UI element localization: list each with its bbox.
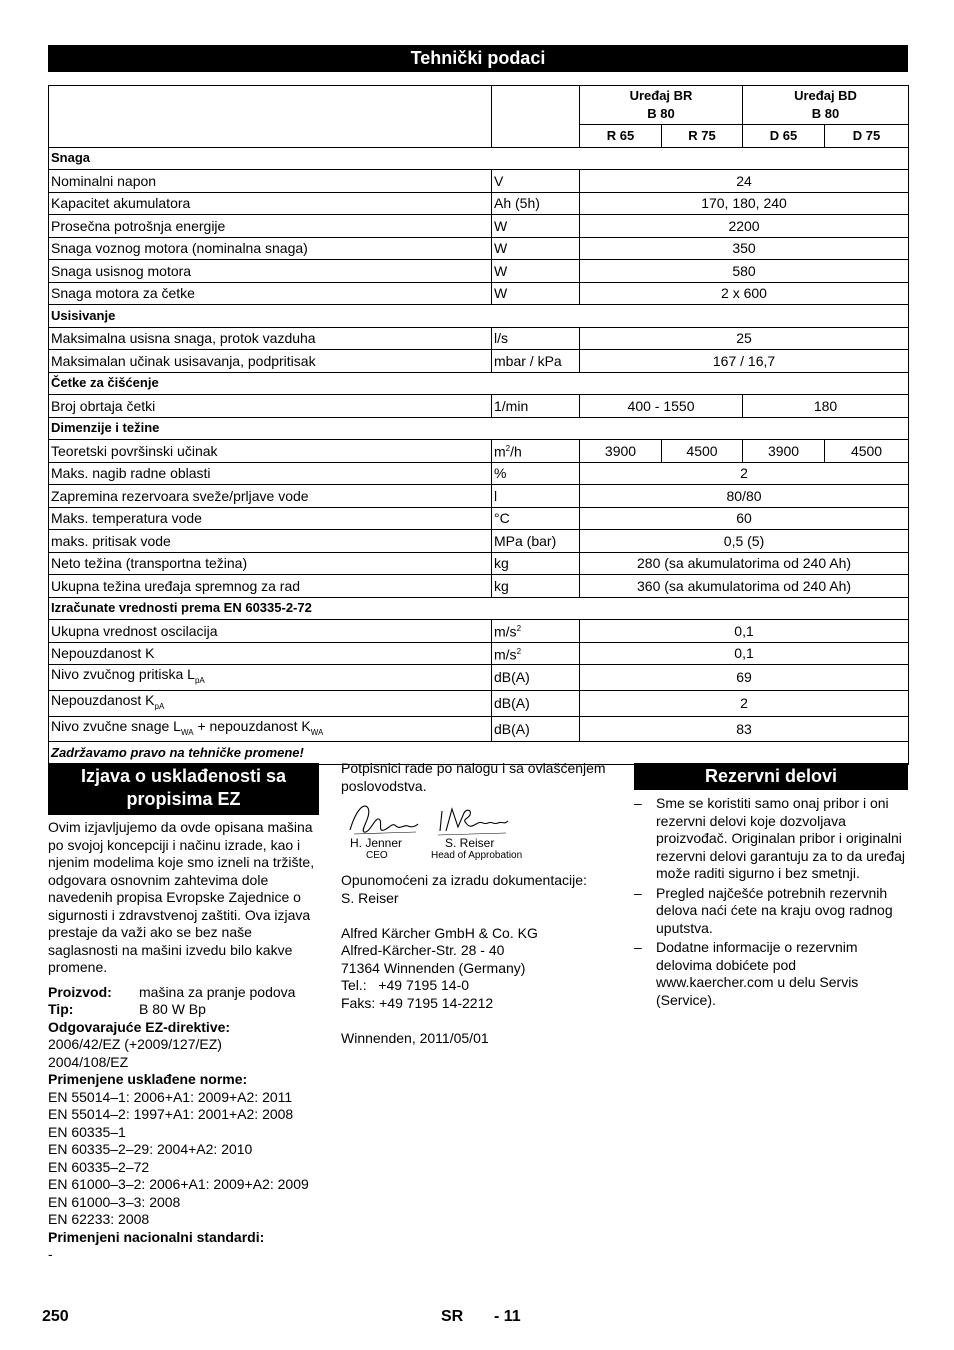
signer1-name: H. Jenner (350, 836, 403, 850)
header-d65: D 65 (743, 125, 825, 148)
spare-parts-list (634, 795, 910, 1011)
norm-item: EN 62233: 2008 (48, 1211, 150, 1227)
company-city: 71364 Winnenden (Germany) (341, 959, 526, 976)
signatories-intro: Potpisnici rade po nalogu i sa ovlašćenjem poslovodstva. (341, 760, 606, 794)
table-row: Kapacitet akumulatora Ah (5h) 170, 180, 240 (49, 192, 909, 215)
norm-item: EN 61000–3–2: 2006+A1: 2009+A2: 2009 (48, 1176, 309, 1192)
header-d75: D 75 (825, 125, 909, 148)
company-street: Alfred-Kärcher-Str. 28 - 40 (341, 942, 505, 958)
table-row: Teoretski površinski učinak $m^2/h$ 3900 4500 3900 4500 (49, 440, 909, 463)
declaration-body: Ovim izjavljujemo da ovde opisana mašina po svojoj koncepciji i načinu izrade, kao i njenim modelima koje smo izneli na tržište, odgovara osnovnim zahtevima dole navedenih propisa Evropske Zajednice o sigurnosti i zdravstvenoj zaštiti. Ova izjava prestaje da važi ako se bez naše saglasnosti na mašini izvedu bilo kakve promene. (48, 819, 315, 975)
list-item: – Dodatne informacije o rezervnim delovima dobićete pod www.kaercher.com u delu Servis (Service). (634, 939, 859, 1008)
header-br: Uređaj BR B 80 (580, 86, 743, 125)
table-row: Nepouzdanost K $m/s^2$ 0,1 (49, 642, 909, 665)
directive-item: 2004/108/EZ (48, 1053, 129, 1070)
table-row: Nivo zvučne snage $L_{WA}$ + nepouzdanost $K_{WA}$ dB(A) 83 (49, 716, 909, 742)
section-row: Snaga (49, 147, 909, 170)
company-name: Alfred Kärcher GmbH & Co. KG (341, 924, 538, 941)
company-fax: Faks: +49 7195 14-2212 (341, 994, 494, 1011)
note-row: Zadržavamo pravo na tehničke promene! (49, 742, 909, 765)
table-row: Broj obrtaja četki 1/min 400 - 1550 180 (49, 395, 909, 418)
place-date: Winnenden, 2011/05/01 (341, 1029, 489, 1046)
norm-item: EN 55014–1: 2006+A1: 2009+A2: 2011 (48, 1088, 293, 1105)
signature-jenner-icon (346, 800, 421, 840)
unit-m2h: $m^2/h$ (492, 440, 580, 463)
table-header-row (49, 86, 909, 125)
page-number-left: 250 (42, 1308, 69, 1325)
norm-item: EN 60335–2–72 (48, 1158, 150, 1175)
norm-item: EN 55014–2: 1997+A1: 2001+A2: 2008 (48, 1106, 294, 1122)
table-row: Neto težina (transportna težina) kg 280 (sa akumulatorima od 240 Ah) (49, 552, 909, 575)
tech-data-title: Tehnički podaci (48, 45, 908, 72)
norm-item: EN 60335–2–29: 2004+A2: 2010 (48, 1141, 253, 1157)
table-row: Nominalni napon V 24 (49, 170, 909, 193)
header-bd: Uređaj BD B 80 (743, 86, 909, 125)
section-row: Usisivanje (49, 305, 909, 328)
spare-parts-heading: Rezervni delovi (634, 763, 908, 790)
table-row: Snaga voznog motora (nominalna snaga) W 350 (49, 237, 909, 260)
directive-item: 2006/42/EZ (+2009/127/EZ) (48, 1036, 222, 1052)
docs-name: S. Reiser (341, 889, 399, 906)
header-r65: R 65 (580, 125, 662, 148)
table-row: Maksimalan učinak usisavanja, podpritisak mbar / kPa 167 / 16,7 (49, 350, 909, 373)
table-row: Nepouzdanost $K_{pA}$ dB(A) 2 (49, 690, 909, 716)
table-row: Snaga motora za četke W 2 x 600 (49, 282, 909, 305)
signer2-role: Head of Approbation (431, 850, 523, 861)
list-item: – Sme se koristiti samo onaj pribor i oni rezervni delovi koje dozvoljava proizvođač. Originalan pribor i originalni rezervni delovi garantuju za to da uređaj može raditi sigurno i bez smetnji. (634, 795, 906, 881)
table-row: Maksimalna usisna snaga, protok vazduha l/s 25 (49, 327, 909, 350)
norm-item: EN 60335–1 (48, 1123, 126, 1140)
language-code: SR (441, 1308, 464, 1325)
header-empty-cell (49, 86, 492, 148)
signatures (341, 800, 541, 864)
table-row: Ukupna vrednost oscilacija $m/s^2$ 0,1 (49, 620, 909, 643)
declaration-heading: Izjava o usklađenosti sa propisima EZ (48, 763, 319, 815)
table-row: Maks. temperatura vode °C 60 (49, 507, 909, 530)
docs-label: Opunomoćeni za izradu dokumentacije: (341, 872, 587, 888)
table-row: Snaga usisnog motora W 580 (49, 260, 909, 283)
header-r75: R 75 (662, 125, 743, 148)
type-line: Tip: B 80 W Bp (48, 1001, 206, 1017)
address-block (341, 872, 621, 1047)
tech-data-table (48, 85, 909, 765)
table-row: Maks. nagib radne oblasti % 2 (49, 462, 909, 485)
national-standards-label: Primenjeni nacionalni standardi: (48, 1228, 265, 1245)
signer2-name: S. Reiser (445, 836, 495, 850)
directives-label: Odgovarajuće EZ-direktive: (48, 1018, 231, 1035)
norms-label: Primenjene usklađene norme: (48, 1071, 248, 1087)
section-row: Četke za čišćenje (49, 372, 909, 395)
section-row: Izračunate vrednosti prema EN 60335-2-72 (49, 597, 909, 620)
signature-reiser-icon (436, 805, 511, 840)
table-row: Prosečna potrošnja energije W 2200 (49, 215, 909, 238)
header-empty-unit (492, 86, 580, 148)
table-row: Ukupna težina uređaja spremnog za rad kg 360 (sa akumulatorima od 240 Ah) (49, 575, 909, 598)
list-item: – Pregled najčešće potrebnih rezervnih delova naći ćete na kraju ovog radnog uputstva. (634, 884, 893, 936)
table-row: Nivo zvučnog pritiska $L_{pA}$ dB(A) 69 (49, 665, 909, 691)
norm-item: EN 61000–3–3: 2008 (48, 1193, 181, 1210)
signer1-role: CEO (366, 850, 388, 861)
company-tel: Tel.: +49 7195 14-0 (341, 977, 470, 993)
national-standards-value: - (48, 1246, 53, 1262)
declaration-text (48, 819, 323, 1264)
section-row: Dimenzije i težine (49, 417, 909, 440)
product-line: Proizvod: mašina za pranje podova (48, 983, 296, 1000)
table-row: Zapremina rezervoara sveže/prljave vode l 80/80 (49, 485, 909, 508)
page-number-right: - 11 (494, 1308, 521, 1325)
table-row: maks. pritisak vode MPa (bar) 0,5 (5) (49, 530, 909, 553)
